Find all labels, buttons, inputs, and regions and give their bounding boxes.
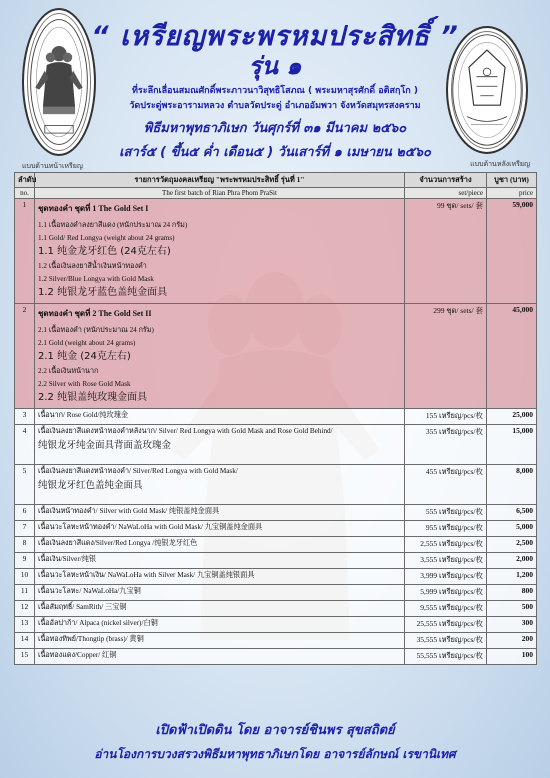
table-row (15, 585, 537, 601)
row-qty: 2,555 เหรียญ/pcs/枚 (405, 537, 487, 553)
set-component-line: 2.2 เนื้อเงินหน้านาก (38, 367, 99, 375)
row-item (35, 465, 405, 505)
set-component-line: 1.2 Silver/Blue Longya with Gold Mask (38, 275, 154, 283)
table-row (15, 537, 537, 553)
row-item-text: เนื้อนวะโลหะหน้าทองคำ/ NaWaLoHa with Gold Mask/ 九宝铜盖纯金面具 (38, 523, 263, 531)
row-no: 10 (15, 569, 35, 585)
set-component-line: 1.1 Gold/ Red Longya (weight about 24 grams) (38, 234, 175, 242)
table-row (15, 617, 537, 633)
row-qty: 35,555 เหรียญ/pcs/枚 (405, 633, 487, 649)
row-item-text: เนื้อนวะโลหะหน้าเงิน/ NaWaLoHa with Silver Mask/ 九宝铜盖纯银面具 (38, 571, 255, 579)
row-qty: 99 ชุด/ sets/ 套 (405, 199, 487, 304)
row-item (35, 569, 405, 585)
table-row (15, 601, 537, 617)
footer-line-1: เปิดฟ้าเปิดดิน โดย อาจารย์ชินพร สุขสถิตย์ (155, 723, 395, 738)
row-qty: 299 ชุด/ sets/ 套 (405, 304, 487, 409)
set-title: ชุดทองคำ ชุดที่ 1 The Gold Set I (38, 204, 149, 213)
row-no: 11 (15, 585, 35, 601)
row-price: 500 (487, 601, 537, 617)
set-component-line: 2.1 เนื้อทองคำ (หนักประมาณ 24 กรัม) (38, 326, 154, 334)
set-component-line: 1.1 เนื้อทองคำลงยาสีแดง (หนักประมาณ 24 กรัม) (38, 221, 188, 229)
row-item (35, 425, 405, 465)
set-details (35, 304, 405, 409)
row-price: 100 (487, 649, 537, 665)
row-price: 8,000 (487, 465, 537, 505)
table-row (15, 553, 537, 569)
row-item (35, 601, 405, 617)
row-price: 6,500 (487, 505, 537, 521)
set-component-line: 2.2 纯银盖纯玫瑰金面具 (38, 392, 148, 403)
poster-subtitle: รุ่น ๑ (248, 52, 302, 80)
row-item (35, 649, 405, 665)
row-no: 9 (15, 553, 35, 569)
table-row (15, 633, 537, 649)
col-subheader-price: price (487, 188, 537, 199)
row-qty: 555 เหรียญ/pcs/枚 (405, 505, 487, 521)
col-subheader-qty: set/piece (405, 188, 487, 199)
occasion-description: ที่ระลึกเลื่อนสมณศักดิ์พระภาวนาวิสุทธิโสภณ ( พระมหาสุรศักดิ์ อติสกฺโก ) (131, 86, 418, 96)
row-no: 15 (15, 649, 35, 665)
row-price: 25,000 (487, 409, 537, 425)
row-price: 2,000 (487, 553, 537, 569)
row-qty: 9,555 เหรียญ/pcs/枚 (405, 601, 487, 617)
row-price: 800 (487, 585, 537, 601)
col-subheader-no: no. (15, 188, 35, 199)
col-header-qty: จำนวนการสร้าง (405, 173, 487, 188)
row-no: 1 (15, 199, 35, 304)
row-item-text: เนื้อทองทิพย์/Thongtip (brass)/ 黄铜 (38, 635, 144, 643)
table-row (15, 465, 537, 505)
amulet-price-table (14, 172, 536, 665)
row-no: 12 (15, 601, 35, 617)
row-no: 4 (15, 425, 35, 465)
poster-title: “ เหรียญพระพรหมประสิทธิ์ ” (91, 21, 459, 52)
row-price: 300 (487, 617, 537, 633)
coin-front-caption: แบบด้านหน้าเหรียญ (22, 162, 83, 170)
coin-front-image (22, 8, 96, 156)
row-no: 6 (15, 505, 35, 521)
coin-back-caption: แบบด้านหลังเหรียญ (470, 160, 530, 168)
row-price: 5,000 (487, 521, 537, 537)
row-qty: 455 เหรียญ/pcs/枚 (405, 465, 487, 505)
row-no: 14 (15, 633, 35, 649)
ceremony-date-2: เสาร์๕ ( ขึ้น๕ ค่ำ เดือน๕ ) วันเสาร์ที่ ๑ เมษายน ๒๕๖๐ (119, 145, 431, 160)
row-item (35, 585, 405, 601)
table-row (15, 505, 537, 521)
row-item-chinese: 纯银龙牙红色盖纯金面具 (38, 480, 143, 491)
col-header-no: ลำดับ (15, 173, 35, 188)
row-item (35, 617, 405, 633)
row-item-text: เนื้อนาก/ Rose Gold/纯玫瑰金 (38, 411, 129, 419)
row-item-chinese: 纯银龙牙纯金面具背面盖玫瑰金 (38, 440, 172, 451)
set-details (35, 199, 405, 304)
table-row (15, 649, 537, 665)
row-qty: 55,555 เหรียญ/pcs/枚 (405, 649, 487, 665)
set-component-line: 1.1 纯金龙牙红色 (24克左右) (38, 246, 171, 257)
row-price: 200 (487, 633, 537, 649)
col-header-item: รายการวัตถุมงคลเหรียญ "พระพรหมประสิทธิ์ รุ่นที่ 1" (35, 173, 405, 188)
set-component-line: 2.1 Gold (weight about 24 grams) (38, 339, 136, 347)
row-qty: 3,999 เหรียญ/pcs/枚 (405, 569, 487, 585)
row-item-text: เนื้อเงินลงยาสีแดง/Silver/Red Longya /纯银龙牙红色 (38, 539, 198, 547)
set-component-line: 1.2 纯银龙牙蓝色盖纯金面具 (38, 287, 168, 298)
row-item-text: เนื้อทองแดง/Copper/ 红铜 (38, 651, 117, 659)
set-title: ชุดทองคำ ชุดที่ 2 The Gold Set II (38, 309, 152, 318)
table-row-set (15, 199, 537, 304)
row-item (35, 537, 405, 553)
ceremony-date-1: พิธีมหาพุทธาภิเษก วันศุกร์ที่ ๓๑ มีนาคม ๒๕๖๐ (143, 121, 407, 136)
row-price: 59,000 (487, 199, 537, 304)
table-row (15, 521, 537, 537)
table-row-set (15, 304, 537, 409)
set-component-line: 2.1 纯金 (24克左右) (38, 351, 131, 362)
row-item-text: เนื้อเงิน/Silver/纯银 (38, 555, 97, 563)
set-component-line: 1.2 เนื้อเงินลงยาสีน้ำเงินหน้าทองคำ (38, 262, 147, 270)
row-item (35, 553, 405, 569)
row-price: 15,000 (487, 425, 537, 465)
row-qty: 155 เหรียญ/pcs/枚 (405, 409, 487, 425)
row-item (35, 505, 405, 521)
row-price: 2,500 (487, 537, 537, 553)
footer-line-2: อ่านโองการบวงสรวงพิธีมหาพุทธาภิเษกโดย อาจารย์ลักษณ์ เรขานิเทศ (94, 747, 456, 761)
row-qty: 355 เหรียญ/pcs/枚 (405, 425, 487, 465)
table-row (15, 425, 537, 465)
temple-location: วัดประดู่พระอารามหลวง ตำบลวัดประดู่ อำเภออัมพวา จังหวัดสมุทรสงคราม (129, 101, 421, 111)
row-item-text: เนื้อเงินลงยาสีแดงหน้าทองคำ/ Silver/Red Longya with Gold Mask/ (38, 467, 238, 475)
row-no: 2 (15, 304, 35, 409)
row-qty: 5,999 เหรียญ/pcs/枚 (405, 585, 487, 601)
row-item (35, 633, 405, 649)
col-header-price: บูชา (บาท) (487, 173, 537, 188)
row-item-text: เนื้อนวะโลหะ/ NaWaLoHa/九宝铜 (38, 587, 141, 595)
set-component-line: 2.2 Silver with Rose Gold Mask (38, 380, 131, 388)
row-qty: 3,555 เหรียญ/pcs/枚 (405, 553, 487, 569)
row-item (35, 521, 405, 537)
row-no: 13 (15, 617, 35, 633)
row-no: 3 (15, 409, 35, 425)
row-no: 8 (15, 537, 35, 553)
row-price: 45,000 (487, 304, 537, 409)
table-row (15, 409, 537, 425)
row-item-text: เนื้ออัลปาก้า/ Alpaca (nickel silver)/白铜 (38, 619, 158, 627)
row-qty: 25,555 เหรียญ/pcs/枚 (405, 617, 487, 633)
row-item (35, 409, 405, 425)
row-price: 1,200 (487, 569, 537, 585)
row-item-text: เนื้อสัมฤทธิ์/ SamRith/ 三宝铜 (38, 603, 127, 611)
row-qty: 955 เหรียญ/pcs/枚 (405, 521, 487, 537)
row-item-text: เนื้อเงินหน้าทองคำ/ Silver with Gold Mask/ 纯银盖纯金面具 (38, 507, 220, 515)
table-row (15, 569, 537, 585)
row-no: 7 (15, 521, 35, 537)
col-subheader-item: The first batch of Rian Phra Phom PraSit (35, 188, 405, 199)
row-no: 5 (15, 465, 35, 505)
row-item-text: เนื้อเงินลงยาสีแดงหน้าทองคำหลังนาก/ Silver/ Red Longya with Gold Mask and Rose Gold Behind/ (38, 427, 333, 435)
